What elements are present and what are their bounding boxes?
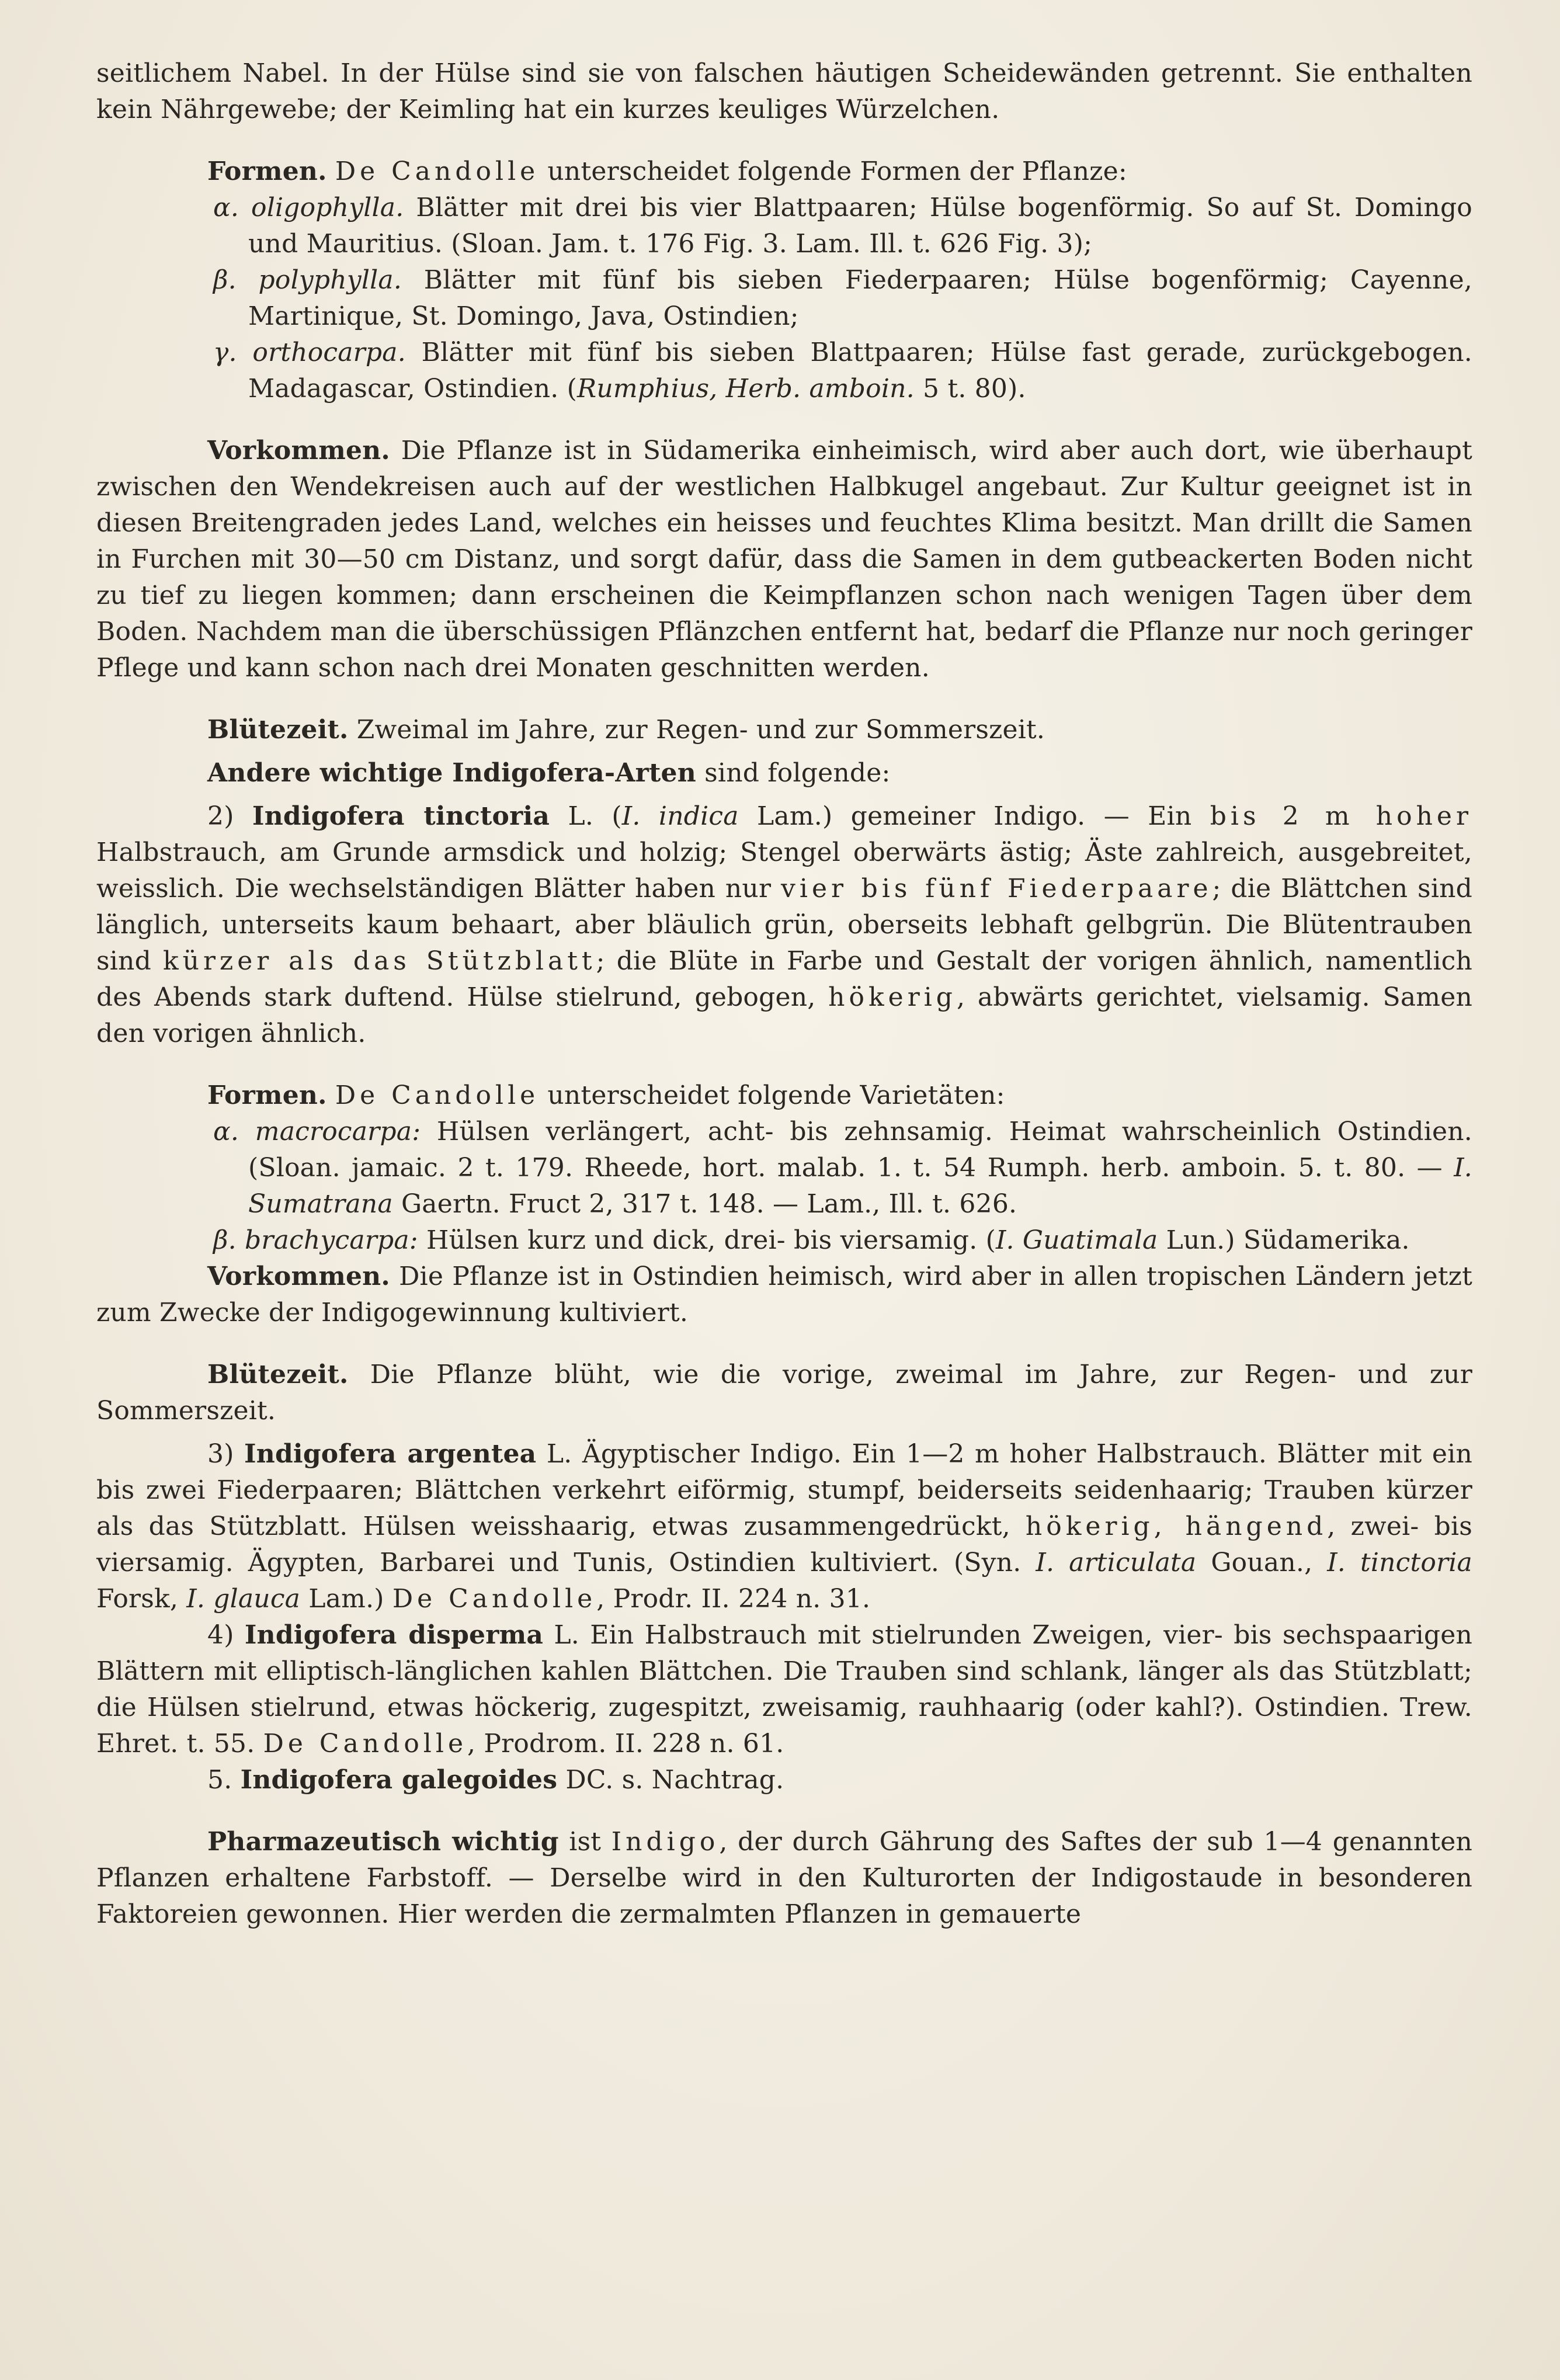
heading-formen: Formen.	[207, 157, 327, 186]
paragraph-forms-2: Formen. De Candolle unterscheidet folgende Varietäten:	[207, 1080, 1005, 1110]
paragraph-bloom-1: Blütezeit. Zweimal im Jahre, zur Regen- und zur Sommerszeit.	[207, 715, 1045, 745]
paragraph-bloom-2: Blütezeit. Die Pflanze blüht, wie die vorige, zweimal im Jahre, zur Regen- und zur Sommerszeit.	[96, 1360, 1472, 1426]
paragraph-seed: seitlichem Nabel. In der Hülse sind sie von falschen häutigen Scheidewänden getrennt. Sie enthalten kein Nährgewebe; der Keimling hat ein kurzes keuliges Würzelchen.	[96, 58, 1472, 124]
heading-vorkommen-2: Vorkommen.	[207, 1262, 390, 1291]
heading-vorkommen: Vorkommen.	[207, 436, 390, 465]
species-name-galegoides: Indigofera galegoides	[240, 1765, 558, 1795]
paragraph-disperma: 4) Indigofera disperma L. Ein Halbstrauch mit stielrunden Zweigen, vier- bis sechspaarigen Blättern mit elliptisch-länglichen kahlen Blättchen. Die Trauben sind schlank, länger als das Stützblatt; die Hülsen stielrund, etwas höckerig, zugespitzt, zweisamig, rauhhaarig (oder kahl?). Ostindien. Trew. Ehret. t. 55. De Candolle, Prodrom. II. 228 n. 61.	[96, 1620, 1472, 1759]
form-item-alpha: α. oligophylla. Blätter mit drei bis vier Blattpaaren; Hülse bogenförmig. So auf St. Domingo und Mauritius. (Sloan. Jam. t. 176 Fig. 3. Lam. Ill. t. 626 Fig. 3);	[213, 193, 1472, 259]
heading-bluetezeit-2: Blütezeit.	[207, 1360, 349, 1389]
species-name-tinctoria: Indigofera tinctoria	[252, 801, 550, 831]
heading-formen-2: Formen.	[207, 1080, 327, 1110]
species-name-argentea: Indigofera argentea	[244, 1439, 537, 1469]
heading-other-species: Andere wichtige Indigofera-Arten	[207, 758, 696, 788]
paragraph-pharmaceutical: Pharmazeutisch wichtig ist Indigo, der durch Gährung des Saftes der sub 1—4 genannten Pflanzen erhaltene Farbstoff. — Derselbe wird in den Kulturorten der Indigostaude in besonderen Faktoreien gewonnen. Hier werden die zermalmten Pflanzen in gemauerte	[96, 1827, 1473, 1929]
variety-item-beta: β. brachycarpa: Hülsen kurz und dick, drei- bis viersamig. (I. Guatimala Lun.) Südamerika.	[213, 1225, 1410, 1255]
form-item-beta: β. polyphylla. Blätter mit fünf bis sieben Fiederpaaren; Hülse bogenförmig; Cayenne, Martinique, St. Domingo, Java, Ostindien;	[213, 265, 1472, 331]
paragraph-galegoides: 5. Indigofera galegoides DC. s. Nachtrag.	[207, 1765, 784, 1795]
heading-pharmaceutical: Pharmazeutisch wichtig	[207, 1827, 559, 1857]
heading-bluetezeit: Blütezeit.	[207, 715, 349, 745]
paragraph-occurrence-2: Vorkommen. Die Pflanze ist in Ostindien heimisch, wird aber in allen tropischen Ländern jetzt zum Zwecke der Indigogewinnung kultiviert.	[96, 1262, 1472, 1328]
paragraph-argentea: 3) Indigofera argentea L. Ägyptischer Indigo. Ein 1—2 m hoher Halbstrauch. Blätter mit ein bis zwei Fiederpaaren; Blättchen verkehrt eiförmig, stumpf, beiderseits seidenhaarig; Trauben kürzer als das Stützblatt. Hülsen weisshaarig, etwas zusammengedrückt, hökerig, hängend, zwei- bis viersamig. Ägypten, Barbarei und Tunis, Ostindien kultiviert. (Syn. I. articulata Gouan., I. tinctoria Forsk, I. glauca Lam.) De Candolle, Prodr. II. 224 n. 31.	[96, 1439, 1472, 1614]
species-name-disperma: Indigofera disperma	[244, 1620, 544, 1650]
form-item-gamma: γ. orthocarpa. Blätter mit fünf bis sieben Blattpaaren; Hülse fast gerade, zurückgebogen. Madagascar, Ostindien. (Rumphius, Herb. amboin. 5 t. 80).	[213, 338, 1472, 404]
variety-item-alpha: α. macrocarpa: Hülsen verlängert, acht- bis zehnsamig. Heimat wahrscheinlich Ostindien. (Sloan. jamaic. 2 t. 179. Rheede, hort. malab. 1. t. 54 Rumph. herb. amboin. 5. t. 80. — I. Sumatrana Gaertn. Fruct 2, 317 t. 148. — Lam., Ill. t. 626.	[213, 1117, 1472, 1219]
paragraph-occurrence-1: Vorkommen. Die Pflanze ist in Südamerika einheimisch, wird aber auch dort, wie überhaupt zwischen den Wendekreisen auch auf der westlichen Halbkugel angebaut. Zur Kultur geeignet ist in diesen Breitengraden jedes Land, welches ein heisses und feuchtes Klima besitzt. Man drillt die Samen in Furchen mit 30—50 cm Distanz, und sorgt dafür, dass die Samen in dem gutbeackerten Boden nicht zu tief zu liegen kommen; dann erscheinen die Keimpflanzen schon nach wenigen Tagen über dem Boden. Nachdem man die überschüssigen Pflänzchen entfernt hat, bedarf die Pflanze nur noch geringer Pflege und kann schon nach drei Monaten geschnitten werden.	[96, 436, 1472, 683]
paragraph-forms-1: Formen. De Candolle unterscheidet folgende Formen der Pflanze:	[207, 157, 1127, 186]
paragraph-tinctoria: 2) Indigofera tinctoria L. (I. indica Lam.) gemeiner Indigo. — Ein bis 2 m hoher Halbstrauch, am Grunde armsdick und holzig; Stengel oberwärts ästig; Äste zahlreich, ausgebreitet, weisslich. Die wechselständigen Blätter haben nur vier bis fünf Fiederpaare; die Blättchen sind länglich, unterseits kaum behaart, aber bläulich grün, oberseits lebhaft gelbgrün. Die Blütentrauben sind kürzer als das Stützblatt; die Blüte in Farbe und Gestalt der vorigen ähnlich, namentlich des Abends stark duftend. Hülse stielrund, gebogen, hökerig, abwärts gerichtet, vielsamig. Samen den vorigen ähnlich.	[96, 801, 1473, 1048]
paragraph-other-species: Andere wichtige Indigofera-Arten sind folgende:	[207, 758, 891, 788]
